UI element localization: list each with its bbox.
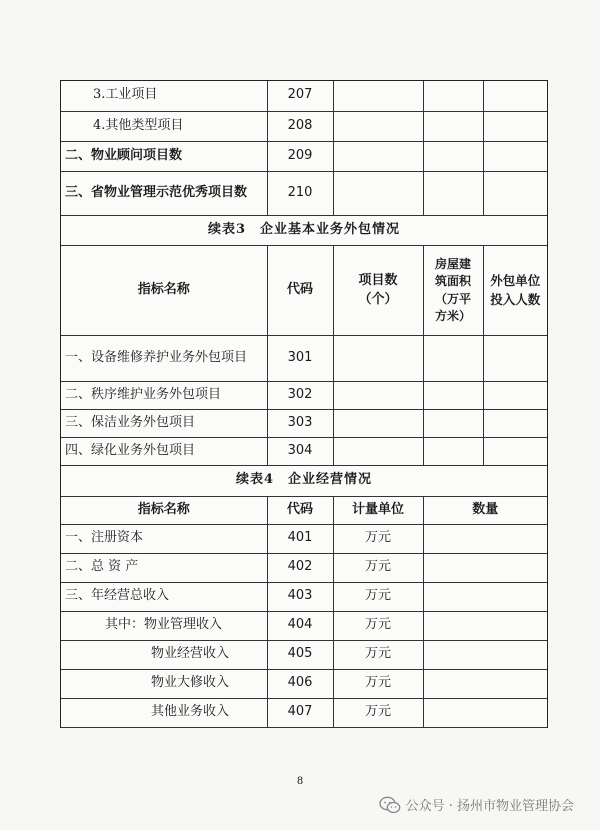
value-cell[interactable] [483, 111, 547, 141]
value-cell[interactable] [423, 382, 483, 410]
header-name: 指标名称 [61, 496, 267, 524]
value-cell[interactable] [423, 553, 547, 582]
row-name: 物业大修收入 [61, 669, 267, 698]
value-cell[interactable] [483, 410, 547, 438]
row-name: 一、设备维修养护业务外包项目 [61, 336, 267, 382]
row-name: 二、总 资 产 [61, 553, 267, 582]
value-cell[interactable] [423, 438, 483, 466]
row-code: 302 [267, 382, 333, 410]
row-code: 207 [267, 81, 333, 111]
table-title-row [61, 466, 547, 496]
value-cell[interactable] [483, 171, 547, 215]
watermark [379, 795, 574, 814]
header-area: 房屋建筑面积（万平方米） [423, 246, 483, 336]
table-row [61, 582, 547, 611]
row-name: 三、省物业管理示范优秀项目数 [61, 171, 267, 215]
row-unit: 万元 [333, 524, 423, 553]
row-unit: 万元 [333, 698, 423, 727]
table-row [61, 410, 547, 438]
row-code: 403 [267, 582, 333, 611]
value-cell[interactable] [483, 438, 547, 466]
table-title-row [61, 216, 547, 246]
value-cell[interactable] [423, 524, 547, 553]
value-cell[interactable] [423, 640, 547, 669]
row-name: 四、绿化业务外包项目 [61, 438, 267, 466]
header-staff: 外包单位投入人数 [483, 246, 547, 336]
watermark-text: 公众号 · 扬州市物业管理协会 [405, 799, 574, 814]
header-code: 代码 [267, 496, 333, 524]
header-count: 项目数（个） [333, 246, 423, 336]
row-code: 304 [267, 438, 333, 466]
value-cell[interactable] [423, 669, 547, 698]
table-row [61, 81, 547, 111]
table-row [61, 640, 547, 669]
row-unit: 万元 [333, 582, 423, 611]
row-code: 402 [267, 553, 333, 582]
value-cell[interactable] [423, 410, 483, 438]
value-cell[interactable] [333, 81, 423, 111]
row-name: 三、年经营总收入 [61, 582, 267, 611]
header-qty: 数量 [423, 496, 547, 524]
value-cell[interactable] [423, 171, 483, 215]
row-name: 其他业务收入 [61, 698, 267, 727]
row-code: 208 [267, 111, 333, 141]
table-row [61, 438, 547, 466]
value-cell[interactable] [483, 336, 547, 382]
outsourcing-table [61, 216, 547, 467]
header-row [61, 496, 547, 524]
row-code: 301 [267, 336, 333, 382]
row-code: 209 [267, 141, 333, 171]
table-row [61, 171, 547, 215]
table-row [61, 336, 547, 382]
row-name: 3.工业项目 [61, 81, 267, 111]
value-cell[interactable] [333, 336, 423, 382]
value-cell[interactable] [423, 336, 483, 382]
row-code: 404 [267, 611, 333, 640]
header-name: 指标名称 [61, 246, 267, 336]
header-unit: 计量单位 [333, 496, 423, 524]
row-code: 210 [267, 171, 333, 215]
row-name: 物业经营收入 [61, 640, 267, 669]
value-cell[interactable] [333, 382, 423, 410]
row-code: 405 [267, 640, 333, 669]
table-row [61, 524, 547, 553]
value-cell[interactable] [333, 141, 423, 171]
row-code: 407 [267, 698, 333, 727]
row-code: 303 [267, 410, 333, 438]
row-name: 二、秩序维护业务外包项目 [61, 382, 267, 410]
table4-title: 续表4 企业经营情况 [61, 466, 547, 496]
row-name: 三、保洁业务外包项目 [61, 410, 267, 438]
table-row [61, 611, 547, 640]
row-name: 二、物业顾问项目数 [61, 141, 267, 171]
row-name: 其中：物业管理收入 [61, 611, 267, 640]
project-count-table [61, 81, 547, 216]
value-cell[interactable] [423, 81, 483, 111]
value-cell[interactable] [423, 141, 483, 171]
value-cell[interactable] [333, 410, 423, 438]
table3-title: 续表3 企业基本业务外包情况 [61, 216, 547, 246]
value-cell[interactable] [483, 141, 547, 171]
row-code: 406 [267, 669, 333, 698]
value-cell[interactable] [423, 698, 547, 727]
business-operation-table [61, 466, 547, 728]
value-cell[interactable] [483, 81, 547, 111]
header-row [61, 246, 547, 336]
row-name: 一、注册资本 [61, 524, 267, 553]
value-cell[interactable] [483, 382, 547, 410]
value-cell[interactable] [423, 111, 483, 141]
table-row [61, 141, 547, 171]
row-unit: 万元 [333, 553, 423, 582]
value-cell[interactable] [423, 582, 547, 611]
value-cell[interactable] [333, 171, 423, 215]
header-code: 代码 [267, 246, 333, 336]
table-row [61, 111, 547, 141]
table-row [61, 553, 547, 582]
row-unit: 万元 [333, 640, 423, 669]
table-row [61, 669, 547, 698]
row-code: 401 [267, 524, 333, 553]
wechat-icon [379, 796, 401, 814]
row-unit: 万元 [333, 611, 423, 640]
table-row [61, 698, 547, 727]
value-cell[interactable] [333, 111, 423, 141]
page-number: 8 [296, 776, 304, 787]
row-unit: 万元 [333, 669, 423, 698]
table-row [61, 382, 547, 410]
value-cell[interactable] [333, 438, 423, 466]
value-cell[interactable] [423, 611, 547, 640]
row-name: 4.其他类型项目 [61, 111, 267, 141]
statistics-form [60, 80, 548, 728]
